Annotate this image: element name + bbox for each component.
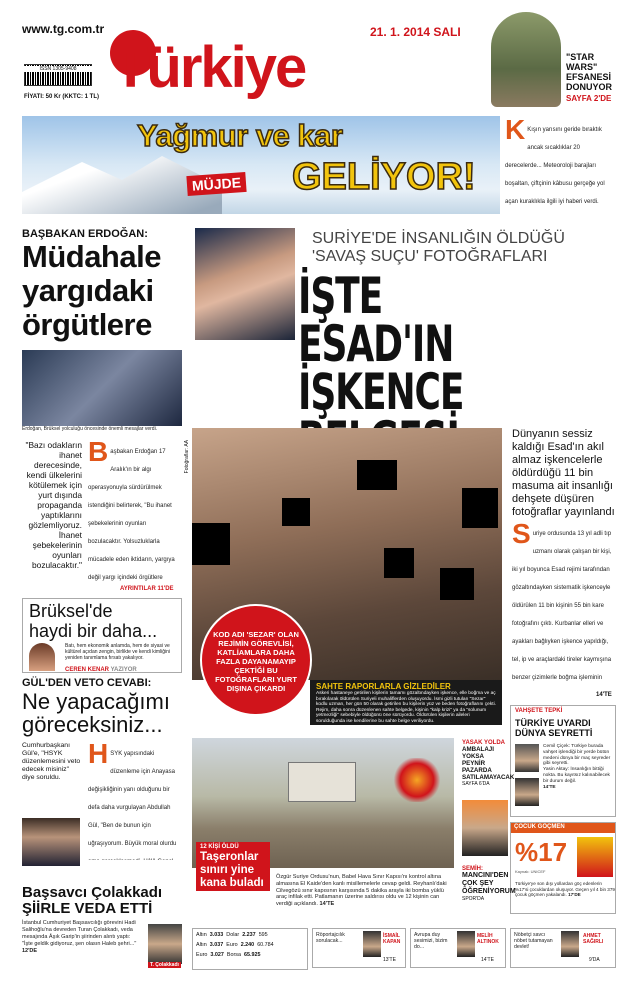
erdogan-headline[interactable]: Müdahale yargıdaki örgütlere bbox=[22, 239, 161, 342]
erdogan-caption: Erdoğan, Brüksel yolculuğu öncesinde önemli mesajlar verdi. bbox=[22, 426, 158, 432]
fire-shape bbox=[392, 758, 442, 802]
author-photo-kenar bbox=[29, 643, 55, 671]
sezar-badge-text: KOD ADI 'SEZAR' OLAN REJİMİN GÖREVLİSİ, KATLİAMLARA DAHA FAZLA DAYANAMAYIP ÇEKTİĞİ BU FOTOĞRAFLARI YURT DIŞINA ÇIKARDI bbox=[213, 630, 299, 693]
esad-page: 14'TE bbox=[596, 692, 612, 698]
censor-bar bbox=[282, 498, 310, 526]
aktay-photo bbox=[515, 778, 539, 806]
erdogan-kicker: BAŞBAKAN ERDOĞAN: bbox=[22, 228, 148, 240]
kamyon-text: Özgür Suriye Ordusu'nun, Babel Hava Sınır Kapısı'nı kontrol altına almasına El Kaide'den kanlı misillemelerle cevap geldi. Reyhanlı'daki Cilvegözü sınır kapısının karşısında 5 dakika arayla iki bomba yüklü araç infilak etti. Patlamanın üzerine saldırısı oldu ve 12 kişinin can verdiği açıklandı. 14'TE bbox=[276, 874, 447, 908]
censor-bar bbox=[462, 488, 498, 528]
cheese-ad[interactable]: YASAK YOLDA AMBALAJI YOKSA PEYNİR PAZARDA SATILAMAYACAK SAYFA 6'DA bbox=[462, 740, 515, 787]
weather-title-2: GELİYOR! bbox=[292, 156, 476, 198]
semih-box[interactable]: SEMİH: MANCINI'DEN ÇOK ŞEY ÖĞRENİYORUM SPOR'DA bbox=[462, 866, 516, 902]
cocuk-box[interactable]: ÇOCUK GÖÇMEN %17 Kaynak: UNICEF Türkiye'ye son dışı yollardan göç edenlerin %17'si çocuklardan oluşuyor. Geçen yıl 4 bin 379 çocuk göçmen yakalandı. 17'DE bbox=[510, 822, 616, 914]
kamyon-badge[interactable]: 12 KİŞİ ÖLDÜ Taşeronlar sınırı yine kana buladı bbox=[196, 842, 270, 891]
censor-bar bbox=[440, 568, 474, 600]
colakkadi-name: T. Çolakkadı bbox=[150, 962, 179, 968]
gul-kicker: GÜL'DEN VETO CEVABI: bbox=[22, 677, 152, 689]
colakkadi-headline[interactable]: Başsavcı Çolakkadı ŞİİRLE VEDA ETTİ bbox=[22, 884, 163, 917]
censor-bar bbox=[384, 548, 414, 578]
yoda-page: SAYFA 2'DE bbox=[566, 94, 612, 103]
market-table: Altın 3.033 Dolar 2.237 595 Altın 3.037 Euro 2.240 60.784 Euro 3.027 Borsa 65.925 bbox=[192, 928, 308, 970]
fake-reports-bar: SAHTE RAPORLARLA GİZLEDİLER Askeri hastaneye getirilen kişilerin tamamı gözaltındayken işkence, elle boğma ve aç bırakılarak öldürülen Suriyeli muhaliflerden oluşuyordu. İsmi gizli tutulan "Sezar" kodlu uzman, her gün 50 olarak getirilen bu kişilerin yüz ve beden fotoğraflarını çekti. Rejim, daha sonra düzenlenen sahte belgede, kişinin "kalp krizi" ya da "solunum yetmezliği" sebebiyle öldüğünü öne sürüyordu. Öldürülen kişilerin aileleri sorulduğunda ise kendilerine bu sahte belge veriliyordu. bbox=[310, 680, 502, 725]
esad-photo bbox=[195, 228, 295, 340]
children-illustration bbox=[577, 837, 613, 877]
vahsete-headline: TÜRKİYE UYARDI DÜNYA SEYRETTİ bbox=[515, 718, 593, 738]
issue-date: 21. 1. 2014 SALI bbox=[370, 25, 461, 39]
minibus-shape bbox=[288, 762, 356, 802]
colakkadi-photo bbox=[148, 924, 182, 964]
vahsete-box[interactable]: VAHŞETE TEPKİ TÜRKİYE UYARDI DÜNYA SEYRETTİ Cemil Çiçek: Türkiye burada vahşet işlendiği bir yerde bütün medeni dünya bir maç seyreder gibi seyretti. Yasin Aktay: İnsanlığın bittiği nokta. Bu kayıtsız kalınabilecek bir durum değil. 14'TE bbox=[510, 705, 616, 817]
erdogan-quote: "Bazı odakların ihanet derecesinde, kendi ülkelerini kötülemek için yurt dışında propaganda yaptıklarını gözlemliyoruz. İhanet şebekelerinin oyunları bozulacaktır." bbox=[25, 440, 82, 570]
sagirli-photo bbox=[561, 931, 579, 957]
colakkadi-text: İstanbul Cumhuriyet Başsavcılığı görevini Hadi Salihoğlu'na devreden Turan Çolakkadı, veda mesajında Âşık Garip'in şiirinden alıntı yaptı: "İşte geldik gidiyoruz, şen olasın Haleb şehri..." 12'DE bbox=[22, 920, 137, 954]
vahsete-text: Cemil Çiçek: Türkiye burada vahşet işlendiği bir yerde bütün medeni dünya bir maç seyreder gibi seyretti. Yasin Aktay: İnsanlığın bittiği nokta. Bu kayıtsız kalınabilecek bir durum değil. 14'TE bbox=[543, 744, 611, 790]
photo-credit: Fotoğraflar: AA bbox=[184, 440, 190, 474]
esad-headline[interactable]: İŞTE ESAD'IN İŞKENCE bbox=[298, 267, 464, 421]
site-url[interactable]: www.tg.com.tr bbox=[22, 22, 105, 36]
esad-side-text: Dünyanın sessiz kaldığı Esad'ın akıl almaz işkencelerle öldürdüğü 11 bin masuma ait insanlığı dehşete düşüren fotoğraflar yayınlandı bbox=[512, 428, 615, 518]
brussels-box[interactable] bbox=[22, 598, 182, 673]
esad-kicker: SURİYE'DE İNSANLIĞIN ÖLDÜĞÜ 'SAVAŞ SUÇU' FOTOĞRAFLARI bbox=[312, 230, 565, 265]
weather-banner[interactable] bbox=[22, 116, 500, 214]
erdogan-body: Başbakan Erdoğan 17 Aralık'ın bir algı operasyonuyla sürdürülmek istendiğini belirterek, "Bu ihanet şebekelerinin oyunları bozulacaktır. Yolsuzluklarla mücadele eden iktidarın, yargıya değil yargı içindeki örgütlere bbox=[88, 440, 175, 581]
yoda-photo bbox=[491, 12, 561, 107]
altinok-photo bbox=[457, 931, 475, 957]
erdogan-more: AYRINTILAR 11'DE bbox=[120, 586, 174, 592]
weather-title-1: Yağmur ve kar bbox=[137, 118, 343, 153]
erdogan-photo bbox=[22, 350, 182, 426]
dropcap: K bbox=[505, 118, 526, 145]
gul-photo bbox=[22, 818, 80, 866]
censor-bar bbox=[192, 523, 230, 565]
weather-text: K Kışın yarısını geride bıraktık ancak sıcaklıklar 20 derecelerde... Meteoroloji barajları boşaltan, çiftçinin kâbusu gerçeğe yol açan kuraklıkla ilgili iyi haberi verdi. bbox=[505, 118, 605, 205]
logo[interactable]: Türkiye bbox=[113, 35, 306, 100]
yoda-headline: "STAR WARS" EFSANESİ DONUYOR bbox=[566, 52, 613, 92]
muidde-tag: MÜJDE bbox=[186, 172, 246, 196]
brussels-text: Batı, hem ekonomik anlamda, hem de siyasi ve kültürel açıdan zengin, birlikte ve kendi kimliğini yeniden tanımlama fırsatı yakalıyor. bbox=[65, 643, 171, 661]
brussels-headline: Brüksel'de haydi bir daha... bbox=[29, 601, 158, 641]
kapan-photo bbox=[363, 931, 381, 957]
cocuk-percent: %17 bbox=[515, 837, 568, 867]
semih-photo bbox=[462, 800, 508, 856]
censor-bar bbox=[357, 460, 397, 490]
brussels-author: CEREN KENAR YAZIYOR bbox=[65, 667, 137, 673]
price: FİYATI: 50 Kr (KKTC: 1 TL) bbox=[24, 94, 100, 100]
cicek-photo bbox=[515, 744, 539, 772]
issn: ISSN 1305-9408 bbox=[24, 66, 92, 72]
column-altinok[interactable]: Avrupa duy sesimizi, bizim do... MELİH ALTINOK 14'TE bbox=[410, 928, 506, 968]
gul-left: Cumhurbaşkanı Gül'e, "HSYK düzenlemesini veto edecek misiniz" diye soruldu. bbox=[22, 742, 81, 781]
column-kapan[interactable]: Röportajcılık sorulacak... İSMAİL KAPAN 13'TE bbox=[312, 928, 406, 968]
column-sagirli[interactable]: Nöbetçi savcı nöbet tutamayan devlet! AHMET SAĞIRLI 9'DA bbox=[510, 928, 616, 968]
esad-body: Suriye ordusunda 13 yıl adli tıp uzmanı olarak çalışan bir kişi, iki yıl boyunca Esad rejimi tarafından gözaltındayken sistematik işkenceyle öldürülen 11 bin kişinin 55 bin kare fotoğrafını çıktı. Kurbanlar elleri ve ayakları bağlıyken işkence yapıldığı, tel, ip ve araçlardaki tireler kaymışına benzer çizimlerle boğma işleminin bbox=[512, 522, 612, 681]
gul-body: HSYK yapısındaki düzenleme için Anayasa değişikliğinin yanı olduğunu bir defa daha vurgulayan Abdullah Gül, "Ben de bunun için uğraşıyorum. Büyük moral olurdu bbox=[88, 742, 177, 847]
gul-headline[interactable]: Ne yapacağımı göreceksiniz... bbox=[22, 689, 170, 737]
